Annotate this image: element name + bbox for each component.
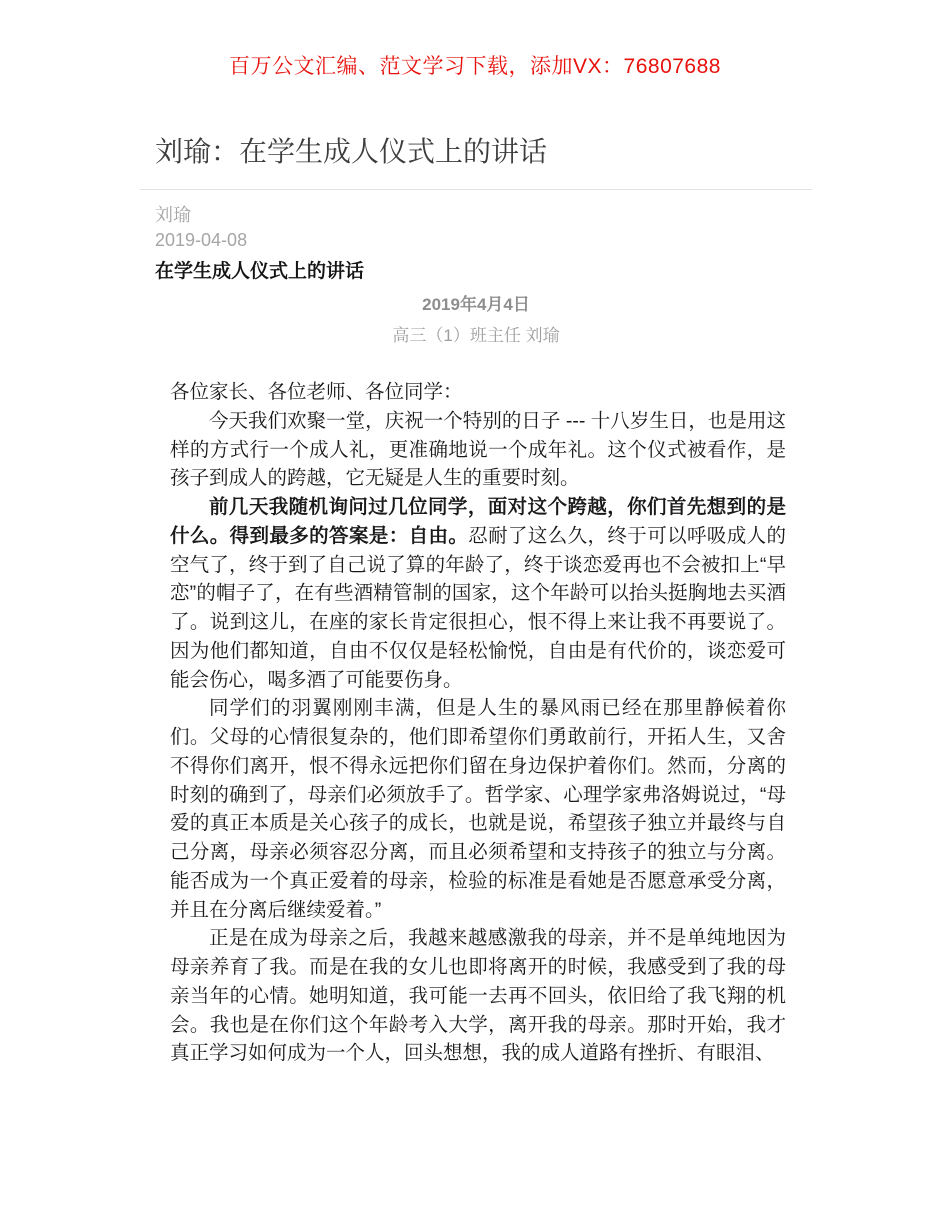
article-container [140,132,812,1068]
title-divider [140,189,812,190]
article-heading: 在学生成人仪式上的讲话 [155,261,365,282]
publish-date: 2019-04-08 [155,230,248,250]
page-title: 刘瑜：在学生成人仪式上的讲话 [155,136,548,167]
promo-banner: 百万公文汇编、范文学习下载，添加VX：76807688 [229,55,721,78]
body-paragraphs [170,378,786,1068]
paragraph-segment: 今天我们欢聚一堂，庆祝一个特别的日子 --- 十八岁生日，也是用这样的方式行一个成人礼，更准确地说一个成年礼。这个仪式被看作，是孩子到成人的跨越，它无疑是人生的重要时刻。 [170,409,786,490]
paragraph-segment: 同学们的羽翼刚刚丰满，但是人生的暴风雨已经在那里静候着你们。父母的心情很复杂的，他们即希望你们勇敢前行，开拓人生，又舍不得你们离开，恨不得永远把你们留在身边保护着你们。然而，分离的时刻的确到了，母亲们必须放手了。哲学家、心理学家弗洛姆说过，“母爱的真正本质是关心孩子的成长，也就是说，希望孩子独立并最终与自己分离，母亲必须容忍分离，而且必须希望和支持孩子的独立与分离。能否成为一个真正爱着的母亲，检验的标准是看她是否愿意承受分离，并且在分离后继续爱着。” [170,697,786,921]
body-paragraph [170,493,786,694]
salutation [170,378,786,407]
paragraph-segment: 忍耐了这么久，终于可以呼吸成人的空气了，终于到了自己说了算的年龄了，终于谈恋爱再也不会被扣上“早恋”的帽子了，在有些酒精管制的国家，这个年龄可以抬头挺胸地去买酒了。说到这儿，在座的家长肯定很担心，恨不得上来让我不再要说了。因为他们都知道，自由不仅仅是轻松愉悦，自由是有代价的，谈恋爱可能会伤心，喝多酒了可能要伤身。 [170,524,786,691]
paragraph-segment: 各位家长、各位老师、各位同学： [170,381,463,403]
article-meta [155,203,812,253]
paragraph-segment: 正是在成为母亲之后，我越来越感激我的母亲，并不是单纯地因为母亲养育了我。而是在我的女儿也即将离开的时候，我感受到了我的母亲当年的心情。她明知道，我可能一去再不回头，依旧给了我飞翔的机会。我也是在你们这个年龄考入大学，离开我的母亲。那时开始，我才真正学习如何成为一个人，回头想想，我的成人道路有挫折、有眼泪、 [170,927,786,1065]
body-paragraph [170,407,786,493]
paragraph-bold-segment: 前几天我随机询问过几位同学，面对这个跨越，你们首先想到的是什么。得到最多的答案是：自由。 [170,496,786,547]
event-date: 2019年4月4日 [422,295,530,314]
body-paragraph [170,924,786,1068]
body-paragraph [170,694,786,924]
byline: 高三（1）班主任 刘瑜 [392,326,560,345]
author-name: 刘瑜 [155,205,191,225]
